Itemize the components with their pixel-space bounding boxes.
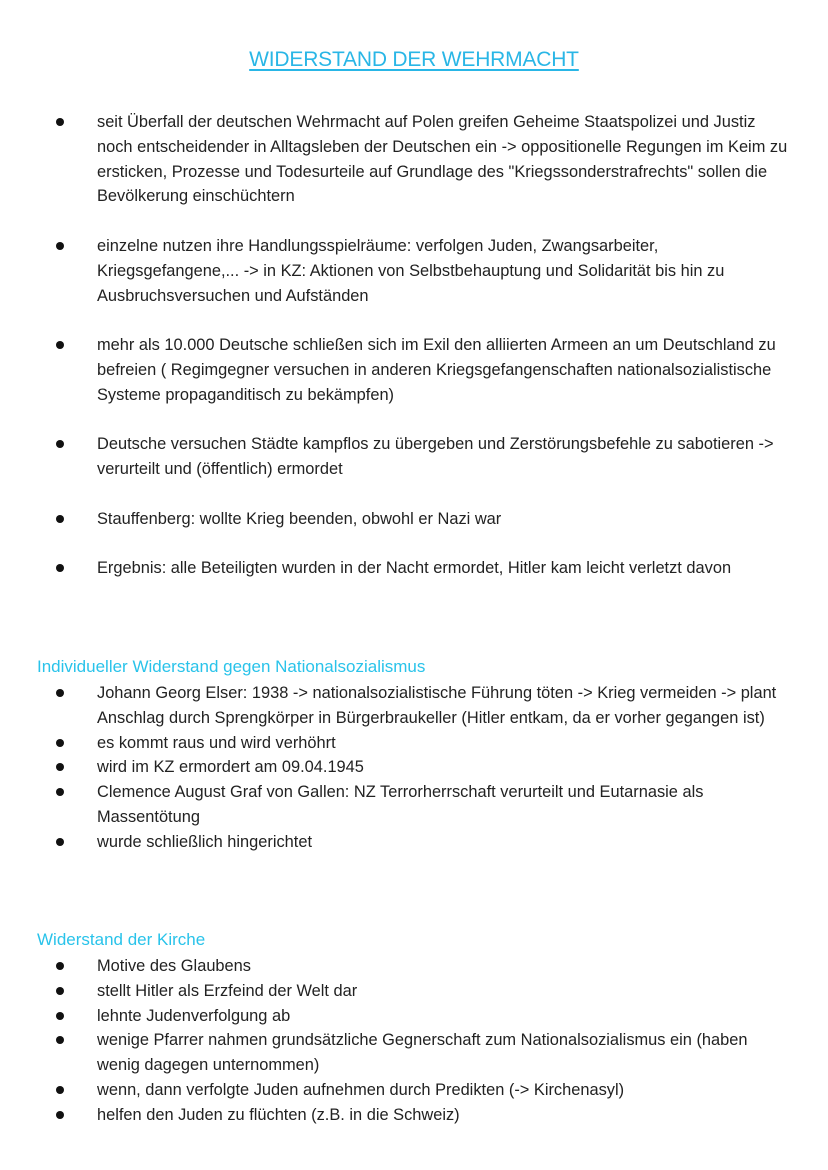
list-item <box>0 681 828 731</box>
list-item-text: einzelne nutzen ihre Handlungsspielräume: verfolgen Juden, Zwangsarbeiter, Kriegsgefangene,... -> in KZ: Aktionen von Selbstbehauptung und Solidarität bis hin zu Ausbruchsversuchen und Aufständen <box>97 236 725 305</box>
list-item <box>0 110 828 209</box>
list-item-text: seit Überfall der deutschen Wehrmacht auf Polen greifen Geheime Staatspolizei und Justiz noch entscheidender in Alltagsleben der Deutschen ein -> oppositionelle Regungen im Keim zu ersticken, Prozesse und Todesurteile auf Grundlage des "Kriegssonderstrafrechts" sollen die Bevölkerung einschüchtern <box>97 113 788 206</box>
bullet-icon <box>56 689 64 697</box>
bullet-icon <box>56 739 64 747</box>
list-item <box>0 1004 828 1029</box>
bullet-icon <box>56 962 64 970</box>
church-resistance-list <box>0 954 828 1128</box>
bullet-icon <box>56 1086 64 1094</box>
list-item-text: wird im KZ ermordert am 09.04.1945 <box>97 758 364 777</box>
list-item <box>0 507 828 532</box>
list-item <box>0 333 828 407</box>
list-item <box>0 755 828 780</box>
list-item-text: wenn, dann verfolgte Juden aufnehmen durch Predikten (-> Kirchenasyl) <box>97 1080 625 1099</box>
list-item <box>0 954 828 979</box>
list-item <box>0 234 828 308</box>
bullet-icon <box>56 515 64 523</box>
bullet-icon <box>56 1012 64 1020</box>
list-item-text: stellt Hitler als Erzfeind der Welt dar <box>97 981 358 1000</box>
bullet-icon <box>56 564 64 572</box>
list-item <box>0 731 828 756</box>
list-item <box>0 432 828 482</box>
list-item <box>0 830 828 855</box>
list-item <box>0 780 828 830</box>
bullet-icon <box>56 763 64 771</box>
list-item-text: es kommt raus und wird verhöhrt <box>97 733 336 752</box>
bullet-icon <box>56 838 64 846</box>
list-item-text: Clemence August Graf von Gallen: NZ Terrorherrschaft verurteilt und Eutarnasie als Massentötung <box>97 783 704 826</box>
bullet-icon <box>56 341 64 349</box>
list-item <box>0 979 828 1004</box>
list-item-text: Deutsche versuchen Städte kampflos zu übergeben und Zerstörungsbefehle zu sabotieren -> verurteilt und (öffentlich) ermordet <box>97 435 774 479</box>
bullet-icon <box>56 1111 64 1119</box>
list-item-text: Stauffenberg: wollte Krieg beenden, obwohl er Nazi war <box>97 509 502 528</box>
list-item-text: lehnte Judenverfolgung ab <box>97 1006 291 1025</box>
list-item-text: wenige Pfarrer nahmen grundsätzliche Gegnerschaft zum Nationalsozialismus ein (haben wenig dagegen unternommen) <box>97 1031 748 1075</box>
list-item-text: Johann Georg Elser: 1938 -> nationalsozialistische Führung töten -> Krieg vermeiden -> plant Anschlag durch Sprengkörper in Bürgerbraukeller (Hitler entkam, da er vorher gegangen ist) <box>97 684 777 727</box>
list-item-text: wurde schließlich hingerichtet <box>97 832 312 851</box>
page-title: WIDERSTAND DER WEHRMACHT <box>249 48 579 71</box>
bullet-icon <box>56 440 64 448</box>
list-item <box>0 556 828 581</box>
bullet-icon <box>56 242 64 250</box>
bullet-icon <box>56 987 64 995</box>
wehrmacht-list <box>0 110 828 606</box>
list-item-text: Ergebnis: alle Beteiligten wurden in der Nacht ermordet, Hitler kam leicht verletzt davon <box>97 559 732 578</box>
list-item <box>0 1028 828 1078</box>
list-item-text: helfen den Juden zu flüchten (z.B. in die Schweiz) <box>97 1105 460 1124</box>
bullet-icon <box>56 1036 64 1044</box>
bullet-icon <box>56 788 64 796</box>
list-item <box>0 1103 828 1128</box>
section-heading-individueller-widerstand: Individueller Widerstand gegen Nationalsozialismus <box>37 657 426 676</box>
bullet-icon <box>56 118 64 126</box>
list-item-text: Motive des Glaubens <box>97 957 251 975</box>
list-item <box>0 1078 828 1103</box>
list-item-text: mehr als 10.000 Deutsche schließen sich im Exil den alliierten Armeen an um Deutschland zu befreien ( Regimgegner versuchen in anderen Kriegsgefangenschaften nationalsozialistische Systeme propaganditisch zu bekämpfen) <box>97 336 776 404</box>
section-heading-widerstand-kirche: Widerstand der Kirche <box>37 930 206 949</box>
individual-resistance-list <box>0 681 828 855</box>
